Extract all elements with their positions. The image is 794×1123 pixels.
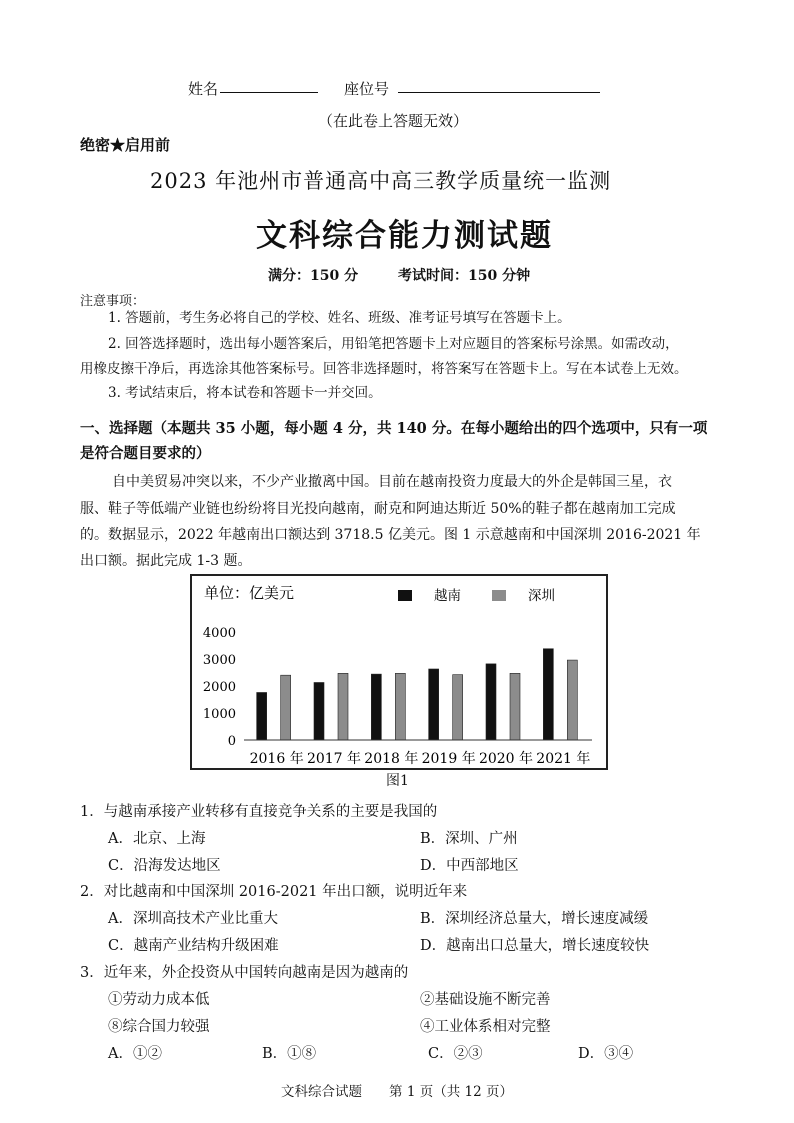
bar-越南-2016年 (257, 692, 267, 740)
time-info: 考试时间：150 分钟 (398, 268, 531, 284)
q3-statement-1: ①劳动力成本低 (108, 992, 210, 1008)
y-tick-label: 1000 (202, 707, 236, 722)
name-label: 姓名 (188, 80, 219, 98)
seat-label: 座位号 (344, 80, 390, 98)
x-tick-label: 2019 年 (421, 751, 476, 767)
bar-越南-2021年 (543, 649, 553, 740)
q3-statement-2: ②基础设施不断完善 (420, 992, 551, 1008)
passage-line-1: 自中美贸易冲突以来，不少产业撤离中国。目前在越南投资力度最大的外企是韩国三星，衣 (112, 474, 672, 490)
page-footer: 文科综合试题 第 1 页（共 12 页） (281, 1084, 513, 1100)
notice-item-1: 1. 答题前，考生务必将自己的学校、姓名、班级、准考证号填写在答题卡上。 (108, 310, 571, 326)
q3-option-b[interactable]: B．①⑧ (262, 1046, 317, 1062)
bar-深圳-2016年 (281, 675, 291, 740)
q1-option-a[interactable]: A．北京、上海 (108, 831, 206, 847)
notice-item-2a: 2. 回答选择题时，选出每小题答案后，用铅笔把答题卡上对应题目的答案标号涂黑。如需改动， (108, 336, 679, 352)
q2-stem: 2．对比越南和中国深圳 2016-2021 年出口额，说明近年来 (80, 884, 468, 900)
y-tick-label: 4000 (202, 626, 236, 641)
chart-legend (398, 587, 555, 604)
secret-mark: 绝密★启用前 (80, 136, 171, 154)
chart-svg (192, 576, 606, 768)
bar-深圳-2021年 (567, 660, 577, 740)
q1-option-c[interactable]: C．沿海发达地区 (108, 858, 221, 874)
section-heading-a: 一、选择题（本题共 35 小题，每小题 4 分，共 140 分。在每小题给出的四个选项中，只有一项 (80, 420, 708, 437)
score-info: 满分：150 分 (268, 268, 359, 284)
q1-option-d[interactable]: D．中西部地区 (420, 858, 519, 874)
passage-line-4: 出口额。据此完成 1-3 题。 (80, 553, 252, 569)
y-tick-label: 0 (227, 734, 236, 749)
q3-statement-4: ④工业体系相对完整 (420, 1019, 551, 1035)
q3-option-d[interactable]: D．③④ (578, 1046, 634, 1062)
figure-caption: 图1 (386, 773, 409, 789)
notice-item-2b: 用橡皮擦干净后，再选涂其他答案标号。回答非选择题时，将答案写在答题卡上。写在本试卷上无效。 (80, 361, 688, 377)
q2-option-c[interactable]: C．越南产业结构升级困难 (108, 938, 279, 954)
y-tick-label: 2000 (202, 680, 236, 695)
chart-x-axis (244, 740, 592, 767)
bar-越南-2020年 (486, 664, 496, 740)
q2-option-a[interactable]: A．深圳高技术产业比重大 (108, 911, 278, 927)
legend-swatch-1 (492, 590, 506, 601)
q3-option-a[interactable]: A．①② (108, 1046, 162, 1062)
section-heading-b: 是符合题目要求的） (80, 445, 211, 462)
name-blank-line[interactable] (220, 78, 318, 93)
passage-line-3: 的。数据显示，2022 年越南出口额达到 3718.5 亿美元。图 1 示意越南和中国深圳 2016-2021 年 (80, 527, 701, 543)
q2-option-b[interactable]: B．深圳经济总量大，增长速度减缓 (420, 911, 649, 927)
x-tick-label: 2020 年 (478, 751, 534, 767)
bar-深圳-2018年 (395, 673, 405, 740)
x-tick-label: 2017 年 (306, 751, 362, 767)
notice-heading: 注意事项： (80, 294, 146, 309)
q2-option-d[interactable]: D．越南出口总量大，增长速度较快 (420, 938, 650, 954)
chart-bars (257, 649, 578, 740)
exam-title: 2023 年池州市普通高中高三教学质量统一监测 (150, 169, 612, 193)
q1-stem: 1．与越南承接产业转移有直接竞争关系的主要是我国的 (80, 804, 438, 820)
legend-label-0: 越南 (434, 588, 461, 604)
q3-stem: 3．近年来，外企投资从中国转向越南是因为越南的 (80, 965, 409, 981)
invalid-note: （在此卷上答题无效） (318, 112, 469, 130)
q1-option-b[interactable]: B．深圳、广州 (420, 831, 518, 847)
x-tick-label: 2021 年 (536, 751, 591, 767)
q3-option-c[interactable]: C．②③ (428, 1046, 483, 1062)
chart-unit-label: 单位：亿美元 (204, 584, 295, 602)
legend-swatch-0 (398, 590, 412, 601)
passage-line-2: 服、鞋子等低端产业链也纷纷将目光投向越南，耐克和阿迪达斯近 50%的鞋子都在越南加工完成 (80, 501, 676, 517)
bar-越南-2019年 (429, 669, 439, 740)
x-tick-label: 2018 年 (364, 751, 419, 767)
notice-item-3: 3. 考试结束后，将本试卷和答题卡一并交回。 (108, 385, 382, 401)
export-bar-chart (190, 574, 608, 770)
chart-y-axis (203, 626, 236, 749)
subject-title: 文科综合能力测试题 (256, 218, 553, 254)
seat-blank-line[interactable] (398, 78, 600, 93)
q3-statement-3: ⑧综合国力较强 (108, 1019, 210, 1035)
x-tick-label: 2016 年 (249, 751, 304, 767)
bar-深圳-2019年 (453, 675, 463, 740)
bar-越南-2018年 (371, 674, 381, 740)
bar-深圳-2017年 (338, 673, 348, 740)
bar-越南-2017年 (314, 682, 324, 740)
y-tick-label: 3000 (202, 653, 236, 668)
legend-label-1: 深圳 (528, 588, 555, 604)
bar-深圳-2020年 (510, 673, 520, 740)
